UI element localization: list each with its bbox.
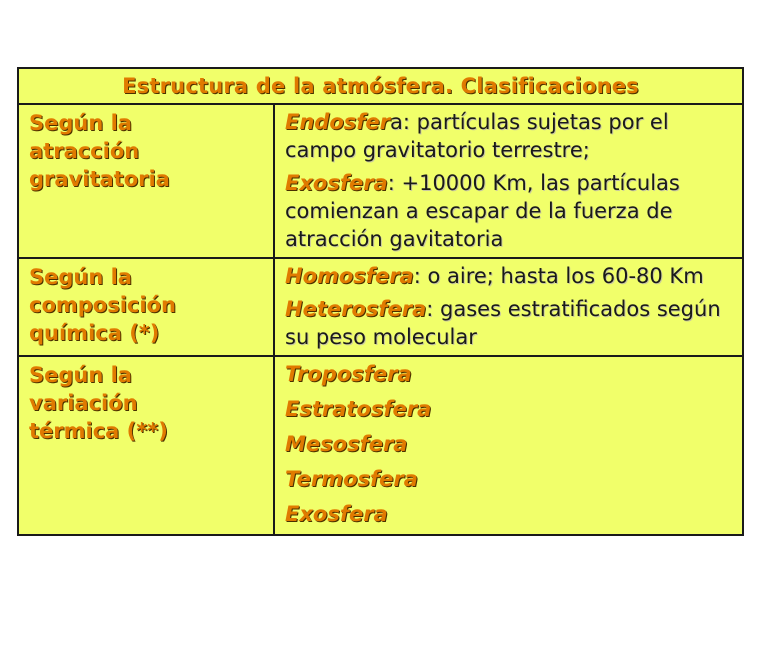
criterion-line: variación [29, 391, 138, 415]
layer-term: Heterosfera [285, 297, 427, 321]
criterion-line: térmica (**) [29, 419, 168, 443]
classification-description [274, 258, 743, 356]
layer-term: Exosfera [285, 171, 388, 195]
layer-thermosphere: Termosfera [285, 467, 418, 491]
classification-criterion [18, 356, 274, 535]
layer-entry [285, 262, 736, 290]
atmosphere-structure-table [17, 67, 744, 536]
table-row [18, 356, 743, 535]
classification-description [274, 356, 743, 535]
classification-criterion [18, 104, 274, 258]
layer-troposphere: Troposfera [285, 362, 412, 386]
layer-entry [285, 108, 736, 164]
criterion-line: gravitatoria [29, 167, 170, 191]
layer-exosphere: Exosfera [285, 502, 388, 526]
classification-description [274, 104, 743, 258]
table-row [18, 104, 743, 258]
criterion-line: Según la [29, 363, 132, 387]
criterion-line: composición [29, 293, 176, 317]
layer-entry [285, 295, 736, 351]
criterion-line: atracción [29, 139, 140, 163]
table-title: Estructura de la atmósfera. Clasificaciones [18, 68, 743, 104]
layer-description: : +10000 Km, las partículas comienzan a escapar de la fuerza de atracción gavitatoria [285, 171, 680, 251]
layer-entry [285, 169, 736, 253]
layer-description: : o aire; hasta los 60-80 Km [413, 264, 704, 288]
criterion-line: Según la [29, 111, 132, 135]
layer-description: : partículas sujetas por el campo gravitatorio terrestre; [285, 110, 669, 162]
layer-stratosphere: Estratosfera [285, 397, 432, 421]
classification-criterion [18, 258, 274, 356]
table-header-row [18, 68, 743, 104]
criterion-line: Según la [29, 265, 132, 289]
layer-term: Homosfera [285, 264, 414, 288]
criterion-line: química (*) [29, 321, 160, 345]
layer-mesosphere: Mesosfera [285, 432, 408, 456]
table-row [18, 258, 743, 356]
layer-term: Endosfer [285, 110, 390, 134]
layer-term-tail: a [390, 110, 403, 134]
layer-description: : gases estratificados según su peso molecular [285, 297, 721, 349]
